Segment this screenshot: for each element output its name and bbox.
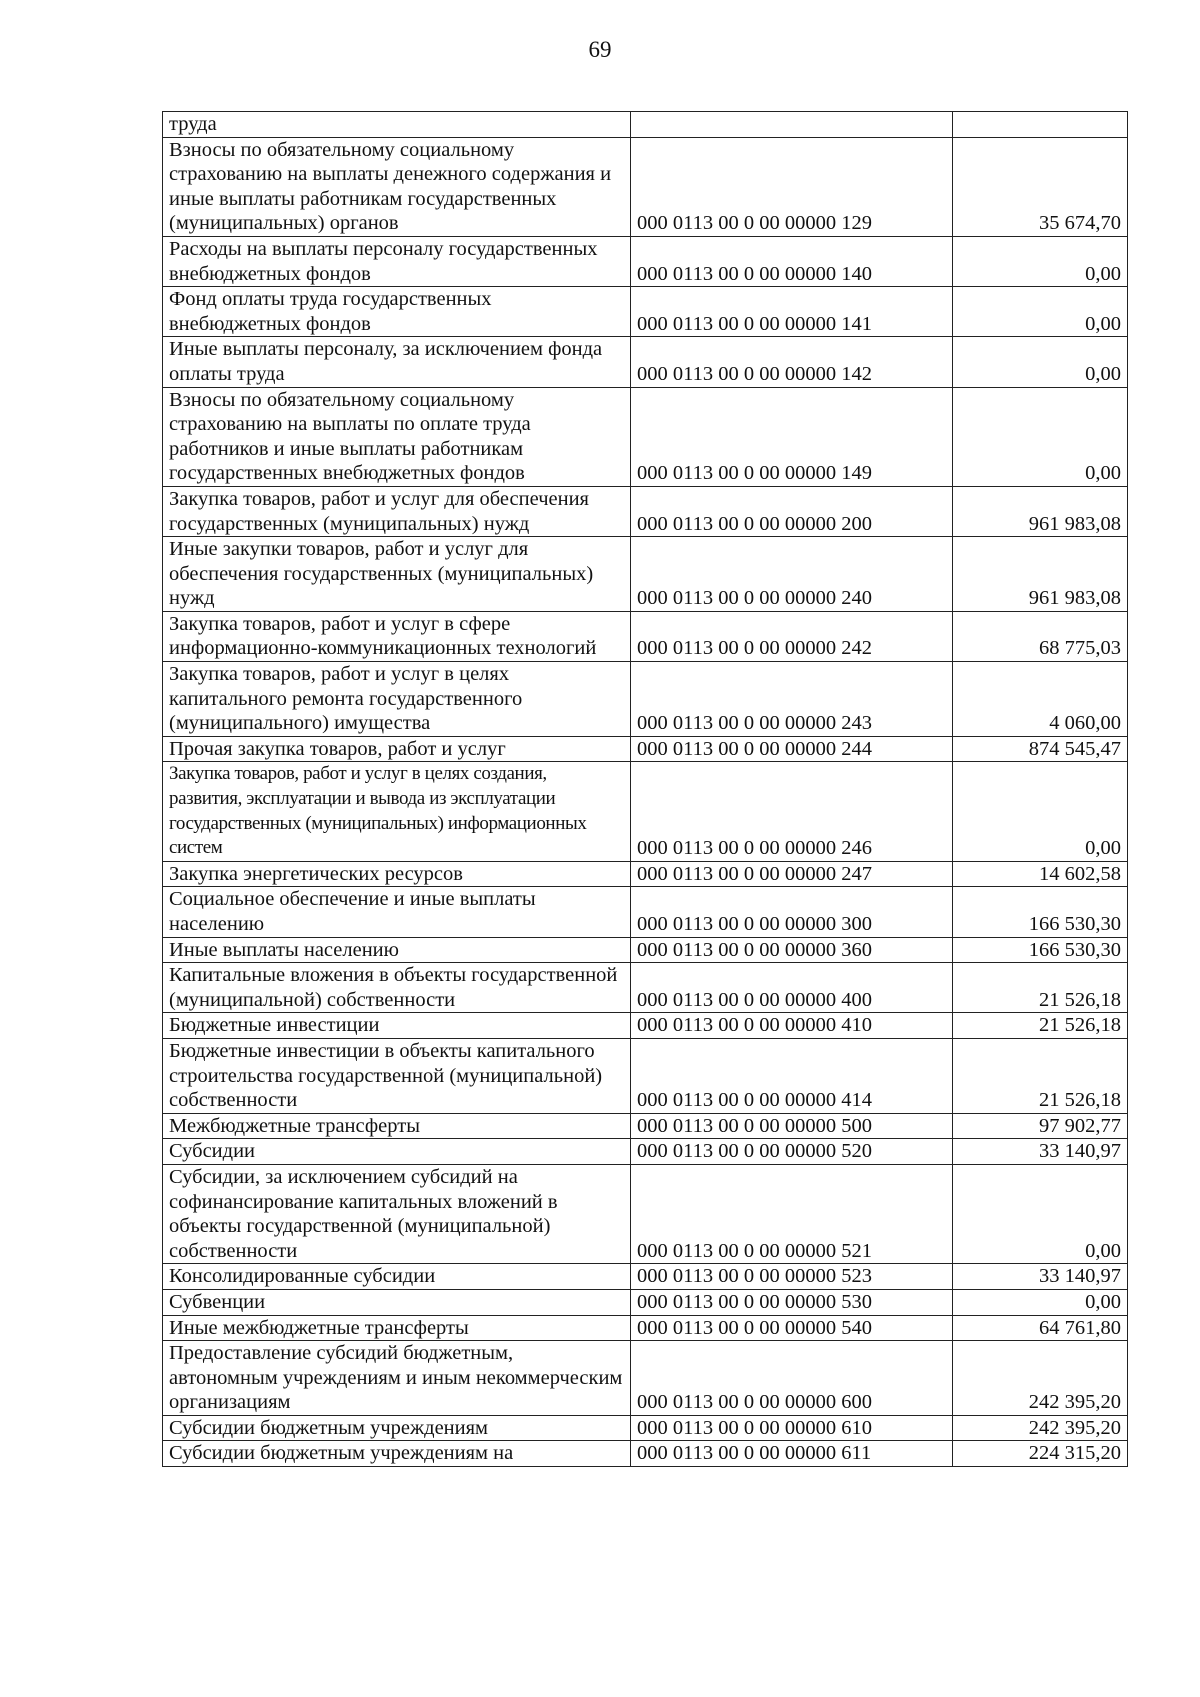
table-row [163, 762, 1128, 861]
table-row [163, 662, 1128, 737]
row-amount: 242 395,20 [953, 1415, 1128, 1441]
row-amount: 224 315,20 [953, 1441, 1128, 1467]
row-amount: 166 530,30 [953, 937, 1128, 963]
table-row [163, 1341, 1128, 1416]
table-row [163, 1441, 1128, 1467]
table-row [163, 137, 1128, 236]
row-name: Закупка товаров, работ и услуг в сфере информационно-коммуникационных технологий [163, 611, 631, 661]
row-name: Взносы по обязательному социальному страхованию на выплаты денежного содержания и иные выплаты работникам государственных (муниципальных) органов [163, 137, 631, 236]
row-amount: 21 526,18 [953, 1038, 1128, 1113]
row-name: Закупка товаров, работ и услуг в целях капитального ремонта государственного (муниципального) имущества [163, 662, 631, 737]
row-amount: 35 674,70 [953, 137, 1128, 236]
row-amount: 961 983,08 [953, 537, 1128, 612]
row-amount: 166 530,30 [953, 887, 1128, 937]
row-name: Субсидии [163, 1139, 631, 1165]
row-code: 000 0113 00 0 00 00000 300 [631, 887, 953, 937]
row-amount: 0,00 [953, 387, 1128, 486]
row-amount [953, 112, 1128, 138]
row-code: 000 0113 00 0 00 00000 400 [631, 963, 953, 1013]
row-name: Субсидии бюджетным учреждениям на [163, 1441, 631, 1467]
row-code: 000 0113 00 0 00 00000 200 [631, 486, 953, 536]
row-name: Иные выплаты населению [163, 937, 631, 963]
row-code: 000 0113 00 0 00 00000 149 [631, 387, 953, 486]
table-row [163, 1139, 1128, 1165]
table-row [163, 537, 1128, 612]
row-name: Закупка товаров, работ и услуг для обеспечения государственных (муниципальных) нужд [163, 486, 631, 536]
table-row [163, 887, 1128, 937]
row-amount: 33 140,97 [953, 1264, 1128, 1290]
row-code: 000 0113 00 0 00 00000 244 [631, 736, 953, 762]
row-code: 000 0113 00 0 00 00000 140 [631, 236, 953, 286]
row-amount: 0,00 [953, 1289, 1128, 1315]
row-name: Расходы на выплаты персоналу государственных внебюджетных фондов [163, 236, 631, 286]
table-row [163, 1415, 1128, 1441]
row-amount: 68 775,03 [953, 611, 1128, 661]
row-code [631, 112, 953, 138]
table-row [163, 1038, 1128, 1113]
row-amount: 21 526,18 [953, 1013, 1128, 1039]
table-row [163, 486, 1128, 536]
row-name: труда [163, 112, 631, 138]
table-row [163, 337, 1128, 387]
row-code: 000 0113 00 0 00 00000 142 [631, 337, 953, 387]
table-row [163, 287, 1128, 337]
row-code: 000 0113 00 0 00 00000 600 [631, 1341, 953, 1416]
row-code: 000 0113 00 0 00 00000 243 [631, 662, 953, 737]
row-name: Социальное обеспечение и иные выплаты населению [163, 887, 631, 937]
table-row [163, 937, 1128, 963]
row-amount: 0,00 [953, 762, 1128, 861]
row-amount: 0,00 [953, 287, 1128, 337]
row-name: Консолидированные субсидии [163, 1264, 631, 1290]
row-amount: 64 761,80 [953, 1315, 1128, 1341]
table-row [163, 1164, 1128, 1263]
row-code: 000 0113 00 0 00 00000 521 [631, 1164, 953, 1263]
row-name: Иные закупки товаров, работ и услуг для обеспечения государственных (муниципальных) нужд [163, 537, 631, 612]
row-code: 000 0113 00 0 00 00000 414 [631, 1038, 953, 1113]
page-number: 69 [588, 37, 612, 62]
row-code: 000 0113 00 0 00 00000 530 [631, 1289, 953, 1315]
row-name: Бюджетные инвестиции [163, 1013, 631, 1039]
budget-expenditure-table [162, 111, 1128, 1467]
row-name: Бюджетные инвестиции в объекты капитального строительства государственной (муниципальной) собственности [163, 1038, 631, 1113]
row-code: 000 0113 00 0 00 00000 540 [631, 1315, 953, 1341]
row-amount: 0,00 [953, 236, 1128, 286]
table-row [163, 1113, 1128, 1139]
row-code: 000 0113 00 0 00 00000 129 [631, 137, 953, 236]
table-row [163, 112, 1128, 138]
row-amount: 14 602,58 [953, 861, 1128, 887]
row-code: 000 0113 00 0 00 00000 611 [631, 1441, 953, 1467]
row-name: Предоставление субсидий бюджетным, автономным учреждениям и иным некоммерческим организациям [163, 1341, 631, 1416]
row-code: 000 0113 00 0 00 00000 520 [631, 1139, 953, 1165]
row-code: 000 0113 00 0 00 00000 500 [631, 1113, 953, 1139]
row-name: Закупка товаров, работ и услуг в целях создания, развития, эксплуатации и вывода из эксплуатации государственных (муниципальных) информационных систем [163, 762, 631, 861]
row-name: Взносы по обязательному социальному страхованию на выплаты по оплате труда работников и иные выплаты работникам государственных внебюджетных фондов [163, 387, 631, 486]
row-code: 000 0113 00 0 00 00000 247 [631, 861, 953, 887]
row-code: 000 0113 00 0 00 00000 141 [631, 287, 953, 337]
row-name: Закупка энергетических ресурсов [163, 861, 631, 887]
row-name: Субсидии бюджетным учреждениям [163, 1415, 631, 1441]
table-row [163, 236, 1128, 286]
table-row [163, 1013, 1128, 1039]
row-amount: 874 545,47 [953, 736, 1128, 762]
row-amount: 97 902,77 [953, 1113, 1128, 1139]
row-code: 000 0113 00 0 00 00000 610 [631, 1415, 953, 1441]
table-row [163, 1315, 1128, 1341]
row-amount: 4 060,00 [953, 662, 1128, 737]
row-name: Межбюджетные трансферты [163, 1113, 631, 1139]
table-row [163, 387, 1128, 486]
row-name: Капитальные вложения в объекты государственной (муниципальной) собственности [163, 963, 631, 1013]
table-row [163, 611, 1128, 661]
table-row [163, 736, 1128, 762]
row-amount: 33 140,97 [953, 1139, 1128, 1165]
table-row [163, 1264, 1128, 1290]
row-code: 000 0113 00 0 00 00000 240 [631, 537, 953, 612]
row-name: Иные выплаты персоналу, за исключением фонда оплаты труда [163, 337, 631, 387]
row-code: 000 0113 00 0 00 00000 360 [631, 937, 953, 963]
row-code: 000 0113 00 0 00 00000 410 [631, 1013, 953, 1039]
row-name: Фонд оплаты труда государственных внебюджетных фондов [163, 287, 631, 337]
row-name: Субсидии, за исключением субсидий на софинансирование капитальных вложений в объекты государственной (муниципальной) собственности [163, 1164, 631, 1263]
row-name: Субвенции [163, 1289, 631, 1315]
row-name: Прочая закупка товаров, работ и услуг [163, 736, 631, 762]
row-amount: 0,00 [953, 337, 1128, 387]
table-row [163, 1289, 1128, 1315]
row-amount: 21 526,18 [953, 963, 1128, 1013]
row-name: Иные межбюджетные трансферты [163, 1315, 631, 1341]
table-row [163, 861, 1128, 887]
row-code: 000 0113 00 0 00 00000 246 [631, 762, 953, 861]
row-code: 000 0113 00 0 00 00000 242 [631, 611, 953, 661]
row-amount: 242 395,20 [953, 1341, 1128, 1416]
table-row [163, 963, 1128, 1013]
row-amount: 961 983,08 [953, 486, 1128, 536]
row-amount: 0,00 [953, 1164, 1128, 1263]
row-code: 000 0113 00 0 00 00000 523 [631, 1264, 953, 1290]
